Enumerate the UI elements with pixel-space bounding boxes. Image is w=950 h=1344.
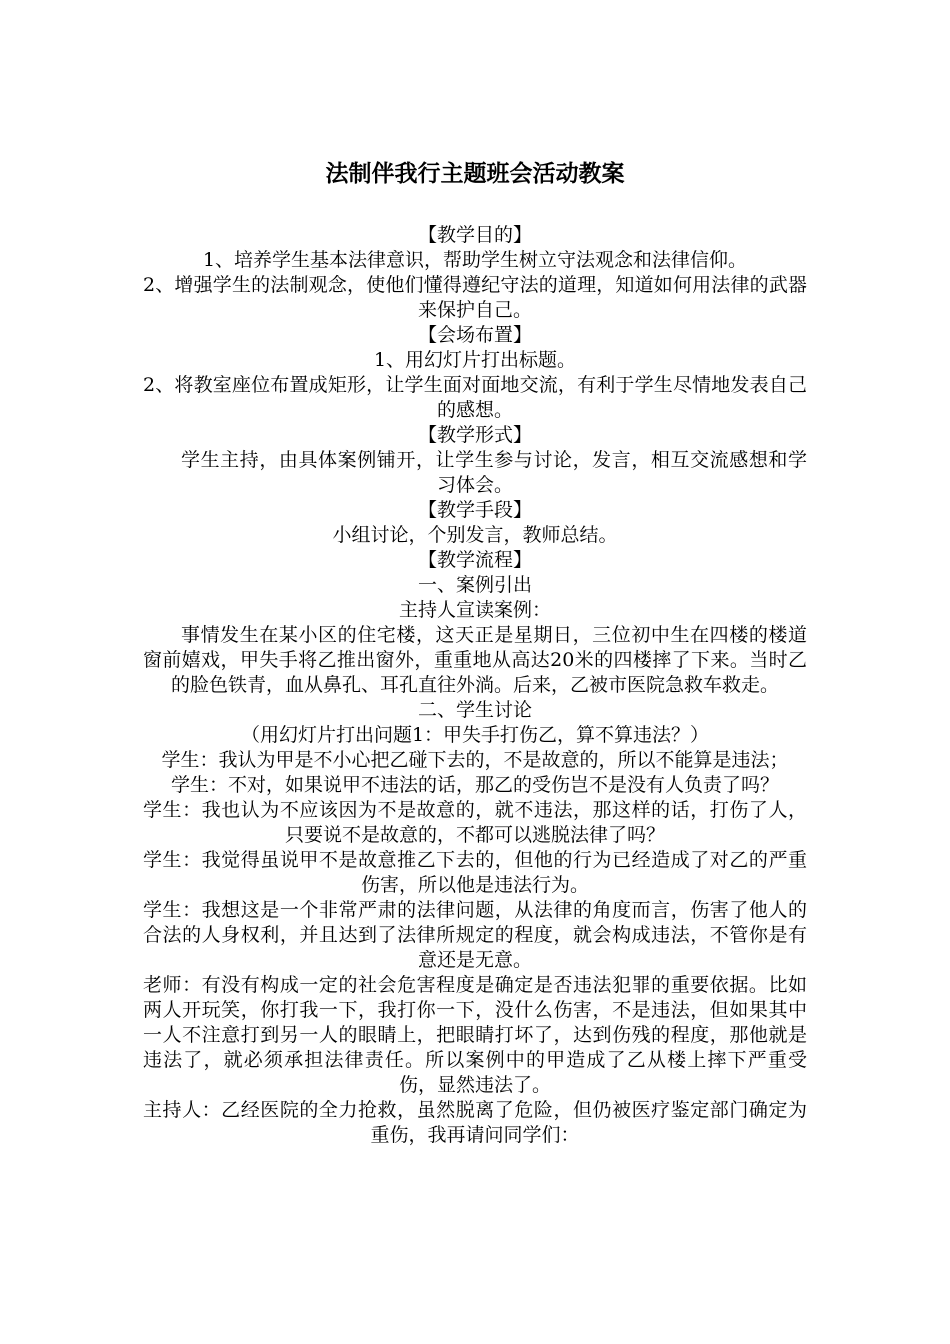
section-line: 【会场布置】 — [417, 324, 532, 346]
document-body — [143, 223, 807, 1148]
paragraph: 2、增强学生的法制观念，使他们懂得遵纪守法的道理，知道如何用法律的武器来保护自己。 — [143, 274, 807, 321]
paragraph: 学生主持，由具体案例铺开，让学生参与讨论，发言，相互交流感想和学习体会。 — [181, 449, 807, 496]
section-line: 一、案例引出 — [417, 574, 532, 596]
section-line: 【教学手段】 — [417, 499, 532, 521]
section-line: （用幻灯片打出问题1：甲失手打伤乙，算不算违法？） — [240, 724, 710, 746]
paragraph: 学生：我觉得虽说甲不是故意推乙下去的，但他的行为已经造成了对乙的严重伤害，所以他是违法行为。 — [143, 849, 807, 896]
paragraph: 学生：我认为甲是不小心把乙碰下去的，不是故意的，所以不能算是违法； — [161, 749, 789, 771]
paragraph: 学生：不对，如果说甲不违法的话，那乙的受伤岂不是没有人负责了吗？ — [170, 774, 779, 796]
section-line: 主持人宣读案例： — [398, 599, 551, 621]
section-line: 1、培养学生基本法律意识，帮助学生树立守法观念和法律信仰。 — [202, 249, 748, 271]
section-line: 小组讨论，个别发言，教师总结。 — [332, 524, 618, 546]
section-line: 【教学流程】 — [417, 549, 532, 571]
paragraph: 学生：我想这是一个非常严肃的法律问题，从法律的角度而言，伤害了他人的合法的人身权利，并且达到了法律所规定的程度，就会构成违法，不管你是有意还是无意。 — [143, 899, 807, 971]
paragraph: 2、将教室座位布置成矩形，让学生面对面地交流，有利于学生尽情地发表自己的感想。 — [143, 374, 807, 421]
paragraph: 主持人：乙经医院的全力抢救，虽然脱离了危险，但仍被医疗鉴定部门确定为重伤，我再请问同学们： — [143, 1099, 807, 1146]
section-line: 【教学目的】 — [417, 224, 532, 246]
paragraph: 事情发生在某小区的住宅楼，这天正是星期日，三位初中生在四楼的楼道窗前嬉戏，甲失手将乙推出窗外，重重地从高达20米的四楼摔了下来。当时乙的脸色铁青，血从鼻孔、耳孔直往外淌。后来，乙被市医院急救车救走。 — [143, 624, 807, 696]
paragraph: 老师：有没有构成一定的社会危害程度是确定是否违法犯罪的重要依据。比如两人开玩笑，你打我一下，我打你一下，没什么伤害，不是违法，但如果其中一人不注意打到另一人的眼睛上，把眼睛打坏了，达到伤残的程度，那他就是违法了，就必须承担法律责任。所以案例中的甲造成了乙从楼上摔下严重受伤，显然违法了。 — [143, 974, 807, 1096]
section-line: 1、用幻灯片打出标题。 — [373, 349, 577, 371]
section-line: 【教学形式】 — [417, 424, 532, 446]
paragraph: 学生：我也认为不应该因为不是故意的，就不违法，那这样的话，打伤了人，只要说不是故意的，不都可以逃脱法律了吗？ — [143, 799, 807, 846]
document-title: 法制伴我行主题班会活动教案 — [325, 160, 625, 187]
section-line: 二、学生讨论 — [417, 699, 532, 721]
